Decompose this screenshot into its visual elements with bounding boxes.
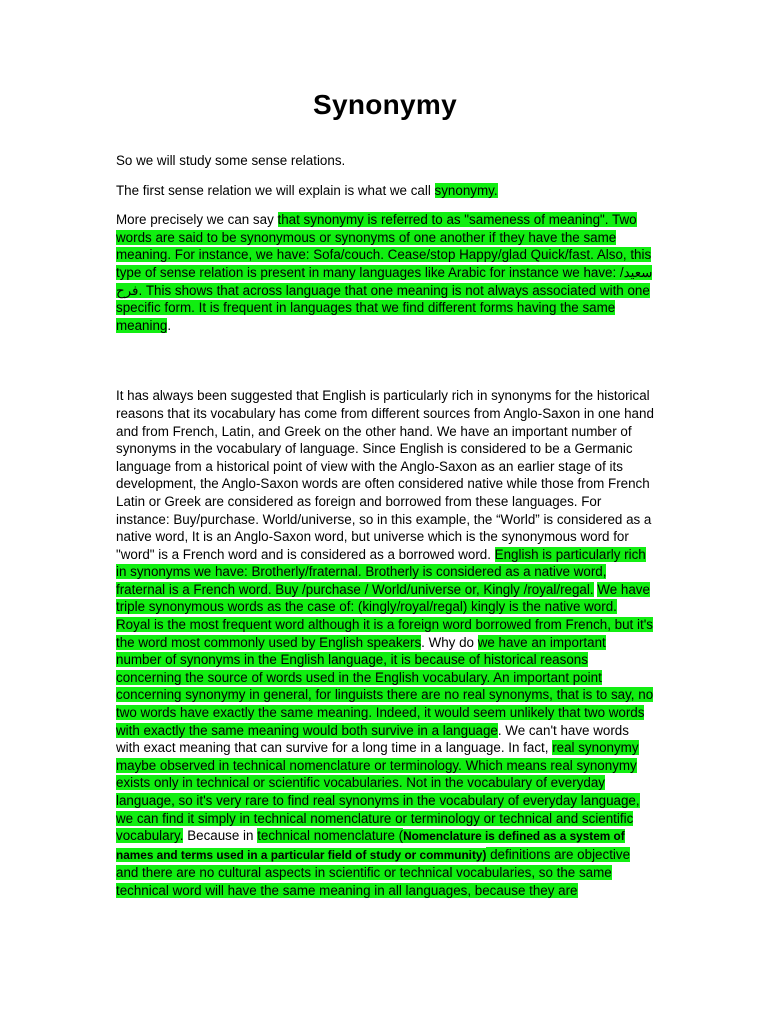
highlighted-text: synonymy.	[434, 182, 498, 198]
text-run: Because in	[183, 828, 258, 844]
paragraph-first-relation	[116, 182, 654, 200]
highlighted-text: that synonymy is referred to as "sameness of meaning". Two words are said to be synonymous or synonyms of one another if they have the same meaning. For instance, we have: Sofa/couch. Cease/stop Happy/glad Quick/fast. Also, this type of sense relation is present in many languages like Arabic for instance we have: سعيد/فرح. This shows that across language that one meaning is not always associated with one specific form. It is frequent in languages that we find different forms having the same meaning	[116, 212, 653, 333]
highlighted-text: English is particularly rich in synonyms we have: Brotherly/fraternal. Brotherly is considered as a native word, fraternal is a French word. Buy /purchase / World/universe or, Kingly /royal/regal.	[116, 546, 646, 597]
text-run: More precisely we can say	[116, 212, 278, 228]
text-run: . Why do	[421, 634, 478, 650]
highlighted-text: technical nomenclature (	[257, 828, 404, 844]
paragraph-intro: So we will study some sense relations.	[116, 153, 346, 168]
highlighted-text: we have an important number of synonyms in the English language, it is because of historical reasons concerning the source of words used in the English vocabulary. An important point concerning synonymy in general, for linguists there are no real synonyms, that is to say, no two words have exactly the same meaning. Indeed, it would seem unlikely that two words with exactly the same meaning would both survive in a language	[116, 634, 654, 738]
highlighted-text: We have triple synonymous words as the case of: (kingly/royal/regal) kingly is the native word. Royal is the most frequent word although it is a foreign word borrowed from French, but it's the word most commonly used by English speakers	[116, 581, 653, 650]
text-run: It has always been suggested that English is particularly rich in synonyms for the historical reasons that its vocabulary has come from different sources from Anglo-Saxon in one hand and from French, Latin, and Greek on the other hand. We have an important number of synonyms in the vocabulary of language. Since English is considered to be a Germanic language from a historical point of view with the Anglo-Saxon as an earlier stage of its development, the Anglo-Saxon words are often considered native while those from French Latin or Greek are considered as foreign and borrowed from these languages. For instance: Buy/purchase. World/universe, so in this example, the “World” is considered as a native word, It is an Anglo-Saxon word, but universe which is the synonymous word for "word" is a French word and is considered as a borrowed word.	[116, 388, 654, 562]
highlighted-definition: Nomenclature is defined as a system of names and terms used in a particular field of study or community)	[116, 829, 625, 862]
paragraph-definition	[116, 211, 654, 334]
text-run: . We can't have words with exact meaning that can survive for a long time in a language. In fact,	[116, 722, 629, 756]
text-run: The first sense relation we will explain is what we call	[116, 182, 435, 198]
highlighted-text: definitions are objective and there are no cultural aspects in scientific or technical vocabularies, so the same technical word will have the same meaning in all languages, because they are	[116, 846, 631, 898]
text-run: .	[167, 317, 172, 333]
paragraph-english-synonyms	[116, 387, 654, 899]
document-page	[116, 86, 654, 900]
page-title: Synonymy	[313, 89, 457, 120]
highlighted-text: real synonymy maybe observed in technical nomenclature or terminology. Which means real synonymy exists only in technical or scientific vocabularies. Not in the vocabulary of everyday language, so it's very rare to find real synonyms in the vocabulary of everyday language, we can find it simply in technical nomenclature or terminology or technical and scientific vocabulary.	[116, 740, 640, 844]
